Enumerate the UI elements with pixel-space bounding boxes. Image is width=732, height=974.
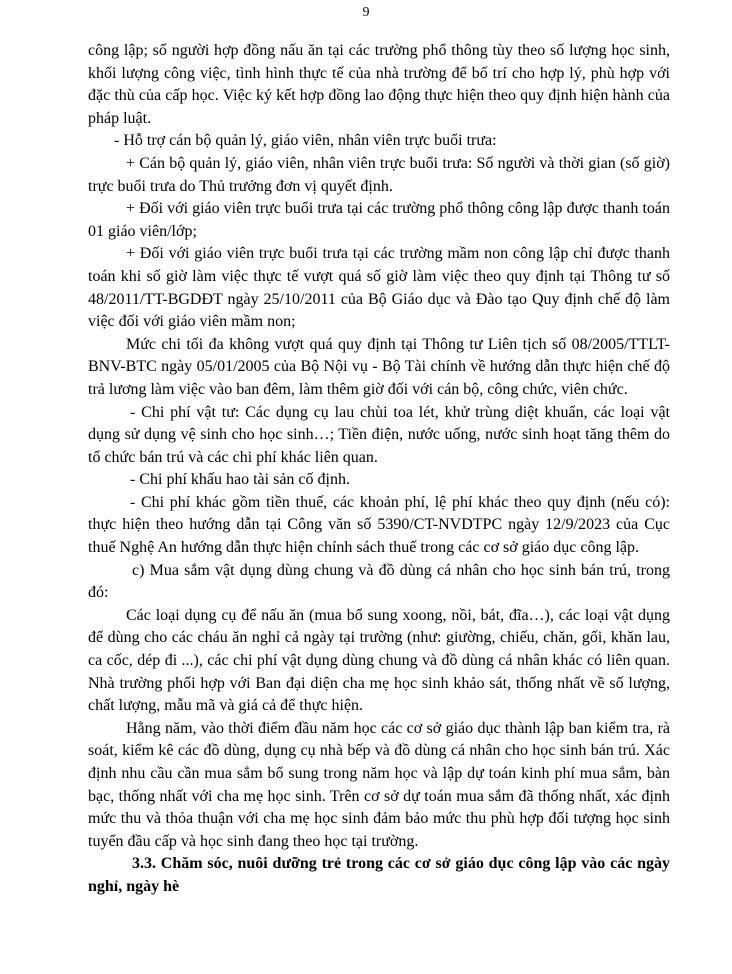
paragraph-depreciation-cost: - Chi phí khấu hao tài sản cố định. (130, 471, 350, 489)
paragraph-cooking-tools: Các loại dụng cụ để nấu ăn (mua bổ sung xoong, nồi, bát, đĩa…), các loại vật dụng để dùng cho các cháu ăn nghỉ cả ngày tại trường (như: giường, chiếu, chăn, gối, khăn lau, ca cốc, dép đi ...), các chi phí vật dụng dùng chung và đồ dùng cá nhân khác có liên quan. Nhà trường phối hợp với Ban đại diện cha mẹ học sinh khảo sát, thống nhất về số lượng, chất lượng, mẫu mã và giá cả để thực hiện. (88, 606, 670, 715)
paragraph-max-payment: Mức chi tối đa không vượt quá quy định tại Thông tư Liên tịch số 08/2005/TTLT-BNV-BTC ngày 05/01/2005 của Bộ Nội vụ - Bộ Tài chính về hướng dẫn thực hiện chế độ trả lương làm việc vào ban đêm, làm thêm giờ đối với cán bộ, công chức, viên chức. (88, 335, 670, 398)
paragraph-procurement: c) Mua sắm vật dụng dùng chung và đồ dùng cá nhân cho học sinh bán trú, trong đó: (88, 561, 670, 602)
paragraph-noon-duty-staff: + Cán bộ quản lý, giáo viên, nhân viên trực buổi trưa: Số người và thời gian (số giờ) trực buổi trưa do Thủ trưởng đơn vị quyết định. (88, 154, 670, 195)
paragraph-annual-inventory: Hằng năm, vào thời điểm đầu năm học các cơ sở giáo dục thành lập ban kiểm tra, rà soát, kiểm kê các đồ dùng, dụng cụ nhà bếp và đồ dùng cá nhân cho học sinh bán trú. Xác định nhu cầu cần mua sắm bổ sung trong năm học và lập dự toán kinh phí mua sắm, bàn bạc, thống nhất với cha mẹ học sinh. Trên cơ sở dự toán mua sắm đã thống nhất, xác định mức thu và thỏa thuận với cha mẹ học sinh đảm bảo mức thu phù hợp đối tượng học sinh tuyển đầu cấp và học sinh đang theo học tại trường. (88, 719, 670, 850)
paragraph-general-school-teachers: + Đối với giáo viên trực buổi trưa tại các trường phổ thông công lập được thanh toán 01 giáo viên/lớp; (88, 200, 670, 240)
page-number: 9 (362, 5, 370, 20)
paragraph-supplies-cost: - Chi phí vật tư: Các dụng cụ lau chùi toa lét, khử trùng diệt khuẩn, các loại vật dụng sử dụng vệ sinh cho học sinh…; Tiền điện, nước uống, nước sinh hoạt tăng thêm do tổ chức bán trú và các chi phí khác liên quan. (88, 403, 670, 466)
paragraph-preschool-teachers: + Đối với giáo viên trực buổi trưa tại các trường mầm non công lập chỉ được thanh toán khi số giờ làm việc thực tế vượt quá số giờ làm việc theo quy định tại Thông tư số 48/2011/TT-BGDĐT ngày 25/10/2011 của Bộ Giáo dục và Đào tạo Quy định chế độ làm việc đối với giáo viên mầm non; (88, 245, 670, 331)
document-body (88, 40, 670, 899)
paragraph-hiring-contract: công lập; số người hợp đồng nấu ăn tại các trường phổ thông tùy theo số lượng học sinh, khối lượng công việc, tình hình thực tế của nhà trường để bố trí cho hợp lý, phù hợp với đặc thù của cấp học. Việc ký kết hợp đồng lao động thực hiện theo quy định hiện hành của pháp luật. (88, 42, 670, 127)
section-heading: 3.3. Chăm sóc, nuôi dưỡng trẻ trong các cơ sở giáo dục công lập vào các ngày nghỉ, ngày hè (88, 855, 670, 895)
paragraph-noon-duty-support: - Hỗ trợ cán bộ quản lý, giáo viên, nhân viên trực buổi trưa: (114, 132, 497, 150)
paragraph-other-costs: - Chi phí khác gồm tiền thuế, các khoản phí, lệ phí khác theo quy định (nếu có): thực hiện theo hướng dẫn tại Công văn số 5390/CT-NVDTPC ngày 12/9/2023 của Cục thuế Nghệ An hướng dẫn thực hiện chính sách thuế trong các cơ sở giáo dục công lập. (88, 493, 670, 557)
